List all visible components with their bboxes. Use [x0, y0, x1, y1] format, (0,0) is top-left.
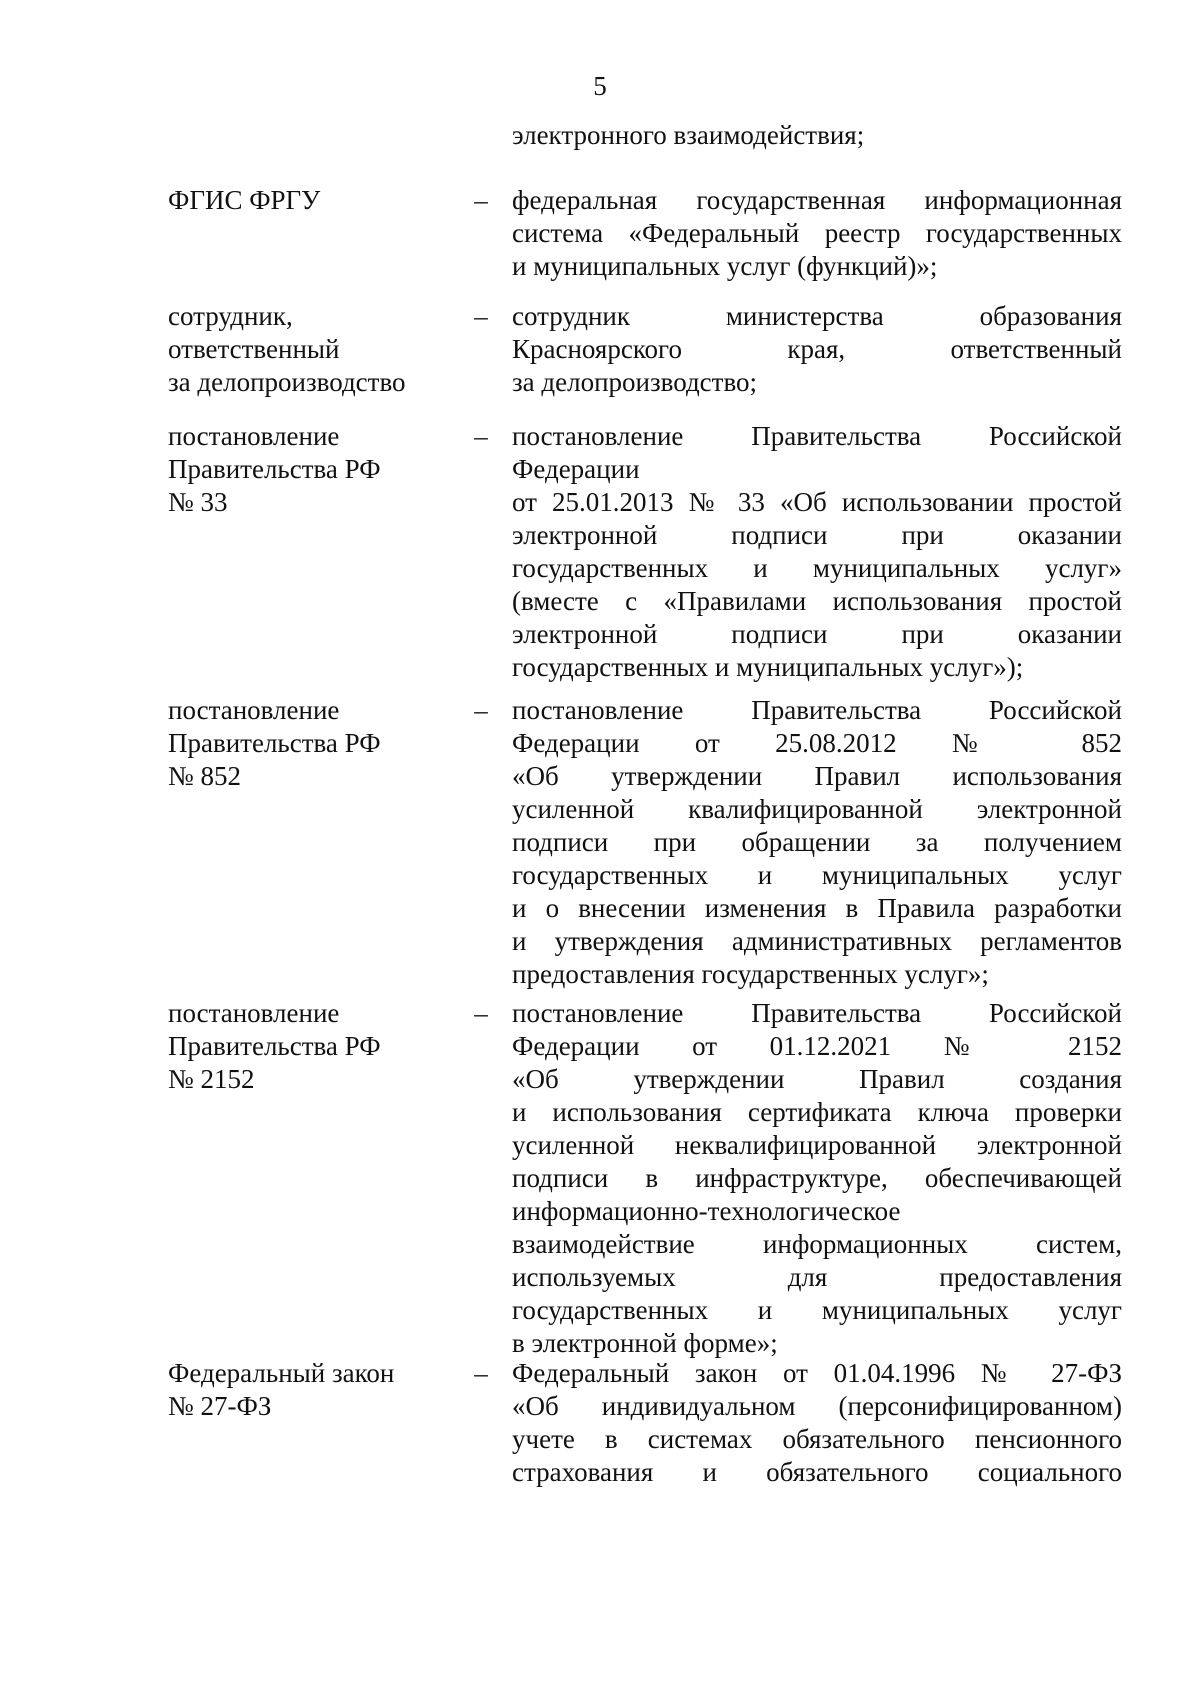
- definition-line: подписи при обращении за получением: [512, 827, 1122, 857]
- definition-line: информационно-технологическое: [512, 1196, 901, 1226]
- continuation-line: электронного взаимодействия;: [512, 120, 865, 150]
- definition-line: «Об индивидуальном (персонифицированном): [512, 1391, 1122, 1421]
- definition-line: электронной подписи при оказании: [512, 520, 1122, 550]
- definition-line: Федерации: [512, 454, 640, 484]
- definition-line: Федеральный закон от 01.04.1996 № 27-ФЗ: [512, 1358, 1122, 1388]
- definition-line: за делопроизводство;: [512, 367, 758, 397]
- definition-line: усиленной квалифицированной электронной: [512, 794, 1122, 824]
- entry-dash: –: [474, 185, 488, 215]
- definition-line: (вместе с «Правилами использования простой: [512, 586, 1122, 616]
- entry-term: Федеральный закон № 27-ФЗ: [168, 1358, 395, 1421]
- entry-term: сотрудник, ответственный за делопроизводство: [168, 301, 406, 397]
- definition-line: в электронной форме»;: [512, 1328, 778, 1358]
- entry-dash: –: [474, 301, 488, 331]
- definition-line: постановление Правительства Российской: [512, 998, 1122, 1028]
- definition-line: предоставления государственных услуг»;: [512, 959, 989, 989]
- definition-line: система «Федеральный реестр государственных: [512, 218, 1122, 248]
- definition-line: используемых для предоставления: [512, 1262, 1122, 1292]
- definition-line: и утверждения административных регламентов: [512, 926, 1122, 956]
- entry-definition: [512, 1357, 1122, 1489]
- definition-line: подписи в инфраструктуре, обеспечивающей: [512, 1163, 1122, 1193]
- page-number: 5: [593, 71, 607, 101]
- definition-line: электронной подписи при оказании: [512, 619, 1122, 649]
- entry-term: ФГИС ФРГУ: [168, 185, 321, 215]
- definition-line: учете в системах обязательного пенсионного: [512, 1424, 1122, 1454]
- entry-dash: –: [474, 998, 488, 1028]
- definition-line: постановление Правительства Российской: [512, 421, 1122, 451]
- entry-dash: –: [474, 695, 488, 725]
- entry-definition: [512, 420, 1122, 684]
- definition-line: страхования и обязательного социального: [512, 1457, 1122, 1487]
- definition-line: Федерации от 25.08.2012 № 852: [512, 728, 1122, 758]
- entry-term: постановление Правительства РФ № 852: [168, 695, 381, 791]
- definition-line: и муниципальных услуг (функций)»;: [512, 251, 938, 281]
- definition-line: и о внесении изменения в Правила разработки: [512, 893, 1122, 923]
- definition-line: взаимодействие информационных систем,: [512, 1229, 1122, 1259]
- entry-definition: [512, 694, 1122, 991]
- entry-definition: [512, 300, 1122, 399]
- entry-definition: [512, 184, 1122, 283]
- entry-dash: –: [474, 421, 488, 451]
- definition-line: сотрудник министерства образования: [512, 301, 1122, 331]
- definition-line: государственных и муниципальных услуг: [512, 1295, 1122, 1325]
- definition-line: усиленной неквалифицированной электронной: [512, 1130, 1122, 1160]
- definition-line: постановление Правительства Российской: [512, 695, 1122, 725]
- definition-line: от 25.01.2013 № 33 «Об использовании простой: [512, 487, 1122, 517]
- definition-line: государственных и муниципальных услуг»);: [512, 652, 1024, 682]
- entry-term: постановление Правительства РФ № 33: [168, 421, 381, 517]
- definition-line: государственных и муниципальных услуг: [512, 860, 1122, 890]
- definition-line: «Об утверждении Правил создания: [512, 1064, 1122, 1094]
- definition-line: и использования сертификата ключа проверки: [512, 1097, 1122, 1127]
- definition-line: федеральная государственная информационная: [512, 185, 1122, 215]
- entry-definition: [512, 997, 1122, 1360]
- entry-term: постановление Правительства РФ № 2152: [168, 998, 381, 1094]
- definition-line: государственных и муниципальных услуг»: [512, 553, 1122, 583]
- definition-line: Федерации от 01.12.2021 № 2152: [512, 1031, 1122, 1061]
- entry-dash: –: [474, 1358, 488, 1388]
- definition-line: Красноярского края, ответственный: [512, 334, 1122, 364]
- definition-line: «Об утверждении Правил использования: [512, 761, 1122, 791]
